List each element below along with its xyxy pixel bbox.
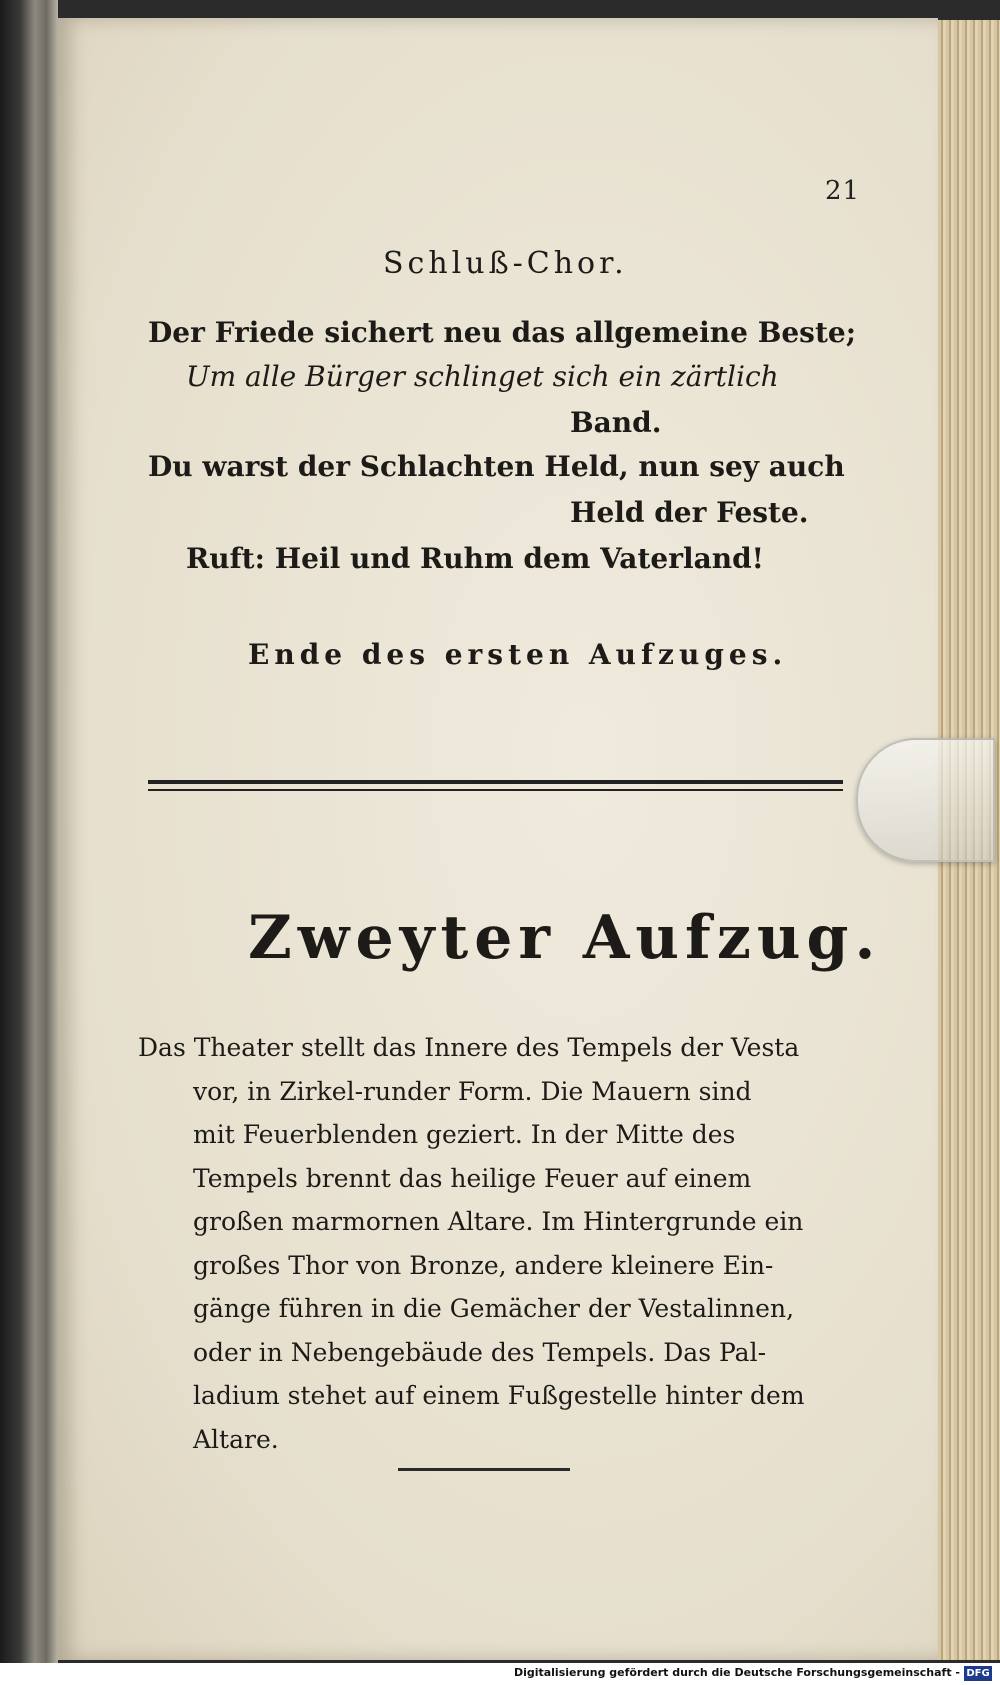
stage-line: Das Theater stellt das Innere des Tempels der Vesta (138, 1033, 800, 1062)
book-page (58, 18, 938, 1660)
verse-line: Um alle Bürger schlinget sich ein zärtlich (186, 360, 779, 393)
stage-line: vor, in Zirkel-runder Form. Die Mauern sind (193, 1076, 752, 1106)
footer-credit: Digitalisierung gefördert durch die Deutsche Forschungsgemeinschaft - (513, 1666, 960, 1679)
section-divider (148, 789, 843, 791)
verse-line: Du warst der Schlachten Held, nun sey auch (148, 450, 845, 483)
book-binding (0, 0, 58, 1685)
stage-line: gänge führen in die Gemächer der Vestalinnen, (193, 1294, 795, 1323)
stage-line: ladium stehet auf einem Fußgestelle hinter dem (193, 1381, 805, 1410)
verse-line: Ruft: Heil und Ruhm dem Vaterland! (186, 542, 764, 575)
verse-line: Der Friede sichert neu das allgemeine Beste; (148, 316, 857, 349)
stage-line: Altare. (193, 1424, 279, 1454)
verse-line: Held der Feste. (570, 496, 809, 529)
page-number: 21 (825, 176, 861, 206)
stage-line: großes Thor von Bronze, andere kleinere Ein- (193, 1250, 774, 1280)
stage-line: großen marmornen Altare. Im Hintergrunde ein (193, 1207, 804, 1236)
chorus-heading: Schluß-Chor. (383, 246, 628, 281)
page-clip (856, 738, 995, 862)
act-title: Zweyter Aufzug. (248, 903, 882, 973)
stage-line: oder in Nebengebäude des Tempels. Das Pal- (193, 1337, 767, 1367)
dfg-logo: DFG (964, 1666, 992, 1681)
stage-direction (138, 1026, 853, 1461)
stage-line: mit Feuerblenden geziert. In der Mitte des (193, 1120, 736, 1149)
stage-line: Tempels brennt das heilige Feuer auf einem (193, 1163, 752, 1193)
end-rule (398, 1468, 570, 1471)
section-divider (148, 780, 843, 784)
verse-line: Band. (570, 406, 662, 439)
act-end-note: Ende des ersten Aufzuges. (248, 638, 788, 671)
